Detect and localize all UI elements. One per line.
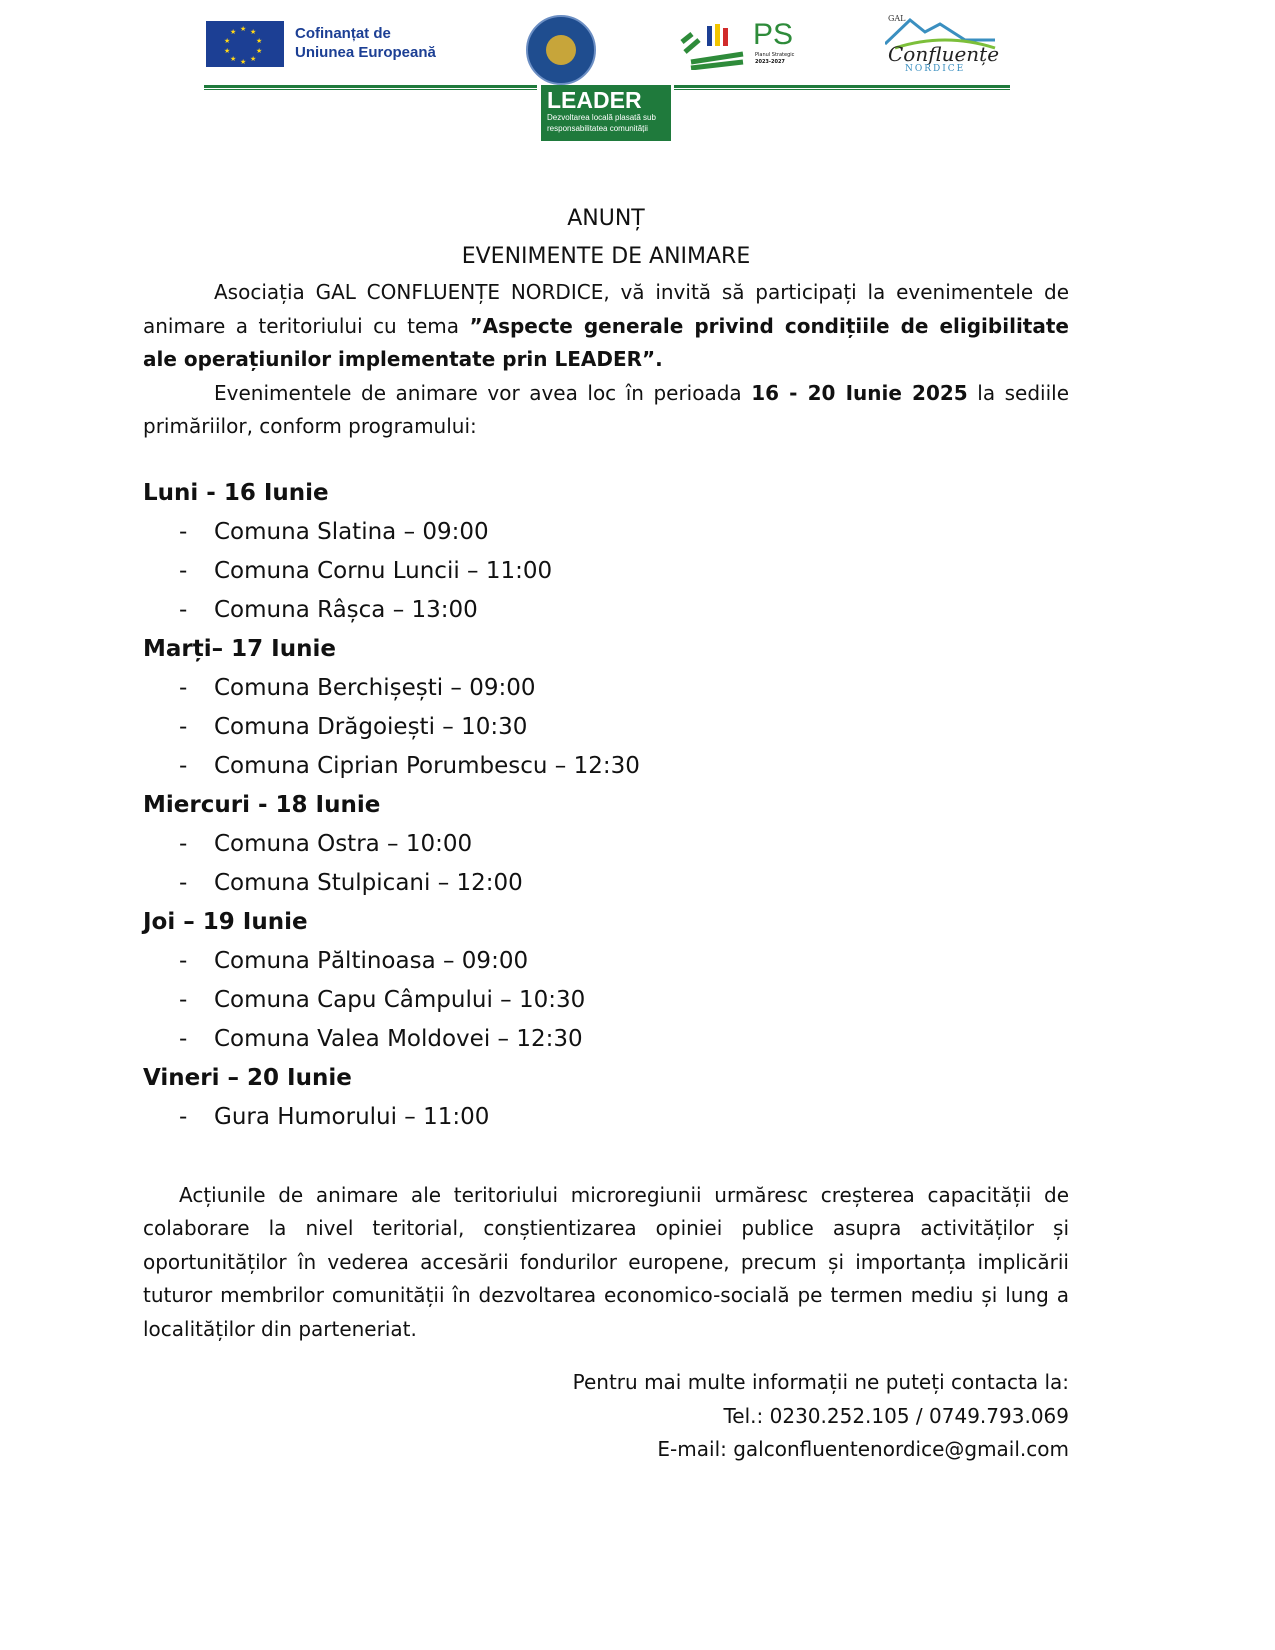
ps-sub2: 2023-2027 — [755, 59, 785, 65]
contact-intro: Pentru mai multe informații ne puteți contacta la: — [572, 1370, 1069, 1394]
eu-text-line2: Uniunea Europeană — [295, 44, 436, 61]
ps-strategic-plan-logo — [677, 20, 807, 70]
green-divider-right — [674, 85, 1010, 90]
closing-paragraph: Acțiunile de animare ale teritoriului microregiunii urmăresc creșterea capacității de colaborare la nivel teritorial, conștientizarea opiniei publice asupra activităților și oportunităților în vederea accesării fondurilor europene, precum și importanța implicării tuturor membrilor comunității în dezvoltarea economico-socială pe termen mediu și lung a localităților din parteneriat. — [143, 1182, 1069, 1341]
schedule-day: Miercuri - 18 Iunie — [143, 791, 381, 818]
schedule-day: Luni - 16 Iunie — [143, 479, 329, 506]
schedule-day: Marți– 17 Iunie — [143, 635, 336, 662]
green-divider-left — [204, 85, 537, 90]
romanian-government-logo — [526, 15, 596, 85]
ps-logo-text: PS — [753, 18, 794, 51]
header-logos — [0, 0, 1275, 160]
period-dates: 16 - 20 Iunie 2025 — [751, 380, 968, 405]
schedule-item — [143, 513, 1069, 552]
list-dash: - — [179, 1025, 188, 1052]
list-dash: - — [179, 674, 188, 701]
doc-subtitle: EVENIMENTE DE ANIMARE — [461, 244, 751, 269]
schedule-item-text: Comuna Valea Moldovei – 12:30 — [214, 1025, 583, 1052]
schedule-item-text: Comuna Slatina – 09:00 — [214, 518, 489, 545]
schedule-item — [143, 669, 1069, 708]
ps-sub1: Planul Strategic — [755, 52, 795, 58]
schedule-item — [143, 825, 1069, 864]
intro-text: Asociația GAL CONFLUENȚE NORDICE, vă invită să participați la evenimentele de animare a teritoriului cu tema — [143, 280, 1069, 338]
schedule-item-text: Gura Humorului – 11:00 — [214, 1103, 490, 1130]
schedule-item — [143, 864, 1069, 903]
schedule-item-text: Comuna Cornu Luncii – 11:00 — [214, 557, 553, 584]
list-dash: - — [179, 518, 188, 545]
eu-text-line1: Cofinanțat de — [295, 25, 391, 42]
gal-confluente-nordice-logo — [885, 14, 1000, 76]
list-dash: - — [179, 830, 188, 857]
list-dash: - — [179, 947, 188, 974]
schedule-day: Vineri – 20 Iunie — [143, 1064, 352, 1091]
eu-cofinance-text — [295, 24, 436, 62]
schedule-item — [143, 1098, 1069, 1137]
eu-flag-logo: ★ ★ ★ ★ ★ ★ ★ ★ ★ ★ — [206, 21, 284, 67]
schedule-item — [143, 981, 1069, 1020]
contact-phone: Tel.: 0230.252.105 / 0749.793.069 — [723, 1403, 1069, 1428]
gal-nordice-text: NORDICE — [905, 64, 966, 74]
intro-paragraph-2 — [143, 377, 1069, 444]
schedule-item — [143, 591, 1069, 630]
schedule-item-text: Comuna Ciprian Porumbescu – 12:30 — [214, 752, 640, 779]
leader-title: LEADER — [547, 87, 642, 113]
intro-theme: ”Aspecte generale privind condițiile de eligibilitate ale operațiunilor implementate prin LEADER”. — [143, 313, 1069, 371]
list-dash: - — [179, 596, 188, 623]
schedule-item — [143, 942, 1069, 981]
period-end: la sediile primăriilor, conform programului: — [143, 380, 1069, 438]
schedule-item-text: Comuna Capu Câmpului – 10:30 — [214, 986, 586, 1013]
schedule-item-text: Comuna Stulpicani – 12:00 — [214, 869, 523, 896]
gal-name-text: Confluențe — [888, 42, 1000, 66]
list-dash: - — [179, 986, 188, 1013]
schedule-day: Joi – 19 Iunie — [143, 908, 308, 935]
schedule-item — [143, 552, 1069, 591]
list-dash: - — [179, 752, 188, 779]
schedule-item-text: Comuna Berchișești – 09:00 — [214, 674, 536, 701]
leader-logo — [541, 85, 671, 141]
intro-paragraph-1 — [143, 276, 1069, 377]
schedule-item-text: Comuna Drăgoiești – 10:30 — [214, 713, 528, 740]
list-dash: - — [179, 1103, 188, 1130]
list-dash: - — [179, 557, 188, 584]
schedule-item-text: Comuna Râșca – 13:00 — [214, 596, 478, 623]
event-schedule — [143, 474, 1069, 1137]
schedule-item-text: Comuna Păltinoasa – 09:00 — [214, 947, 529, 974]
contact-block — [143, 1366, 1069, 1467]
doc-title: ANUNȚ — [567, 206, 645, 231]
list-dash: - — [179, 869, 188, 896]
period-text: Evenimentele de animare vor avea loc în perioada — [214, 380, 752, 405]
list-dash: - — [179, 713, 188, 740]
document-body — [143, 200, 1069, 1467]
schedule-item-text: Comuna Ostra – 10:00 — [214, 830, 473, 857]
leader-subtitle: Dezvoltarea locală plasată sub responsabilitatea comunității — [547, 113, 656, 133]
schedule-item — [143, 1020, 1069, 1059]
gal-small-text: GAL — [888, 14, 906, 23]
schedule-item — [143, 708, 1069, 747]
schedule-item — [143, 747, 1069, 786]
contact-email: E-mail: galconfluentenordice@gmail.com — [657, 1437, 1069, 1461]
